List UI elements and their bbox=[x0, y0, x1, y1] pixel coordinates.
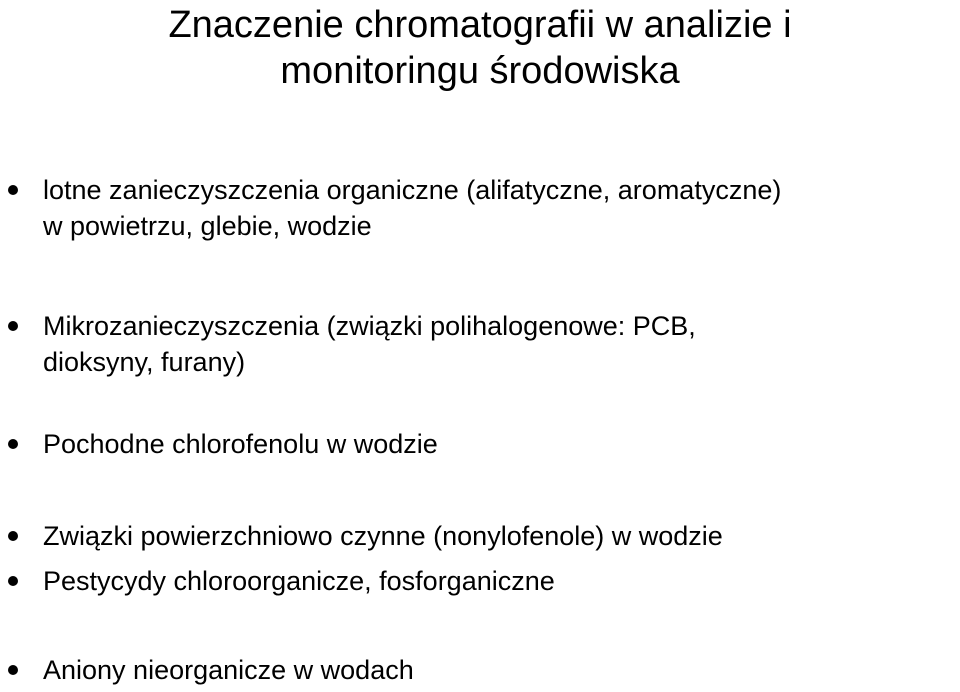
slide-title bbox=[0, 0, 960, 94]
bullet-dot-icon bbox=[8, 321, 18, 331]
bullet-text-line: Pochodne chlorofenolu w wodzie bbox=[43, 429, 438, 459]
bullet-text-line: Pestycydy chloroorganicze, fosforganiczne bbox=[43, 566, 555, 596]
bullet-dot-icon bbox=[8, 185, 18, 195]
bullet-text-line: lotne zanieczyszczenia organiczne (alifatyczne, aromatyczne) bbox=[43, 175, 782, 205]
bullet-text-line: Mikrozanieczyszczenia (związki polihalogenowe: PCB, bbox=[43, 311, 696, 341]
bullet-item-micropollutants bbox=[8, 308, 948, 380]
title-line-2: monitoringu środowiska bbox=[280, 50, 680, 92]
bullet-item-volatile-organics bbox=[8, 172, 948, 244]
bullet-dot-icon bbox=[8, 439, 18, 449]
bullet-text-line: dioksyny, furany) bbox=[43, 347, 246, 377]
bullet-item-surfactants bbox=[8, 518, 948, 554]
bullet-dot-icon bbox=[8, 531, 18, 541]
bullet-item-chlorophenol bbox=[8, 426, 948, 462]
bullet-text-line: Związki powierzchniowo czynne (nonylofenole) w wodzie bbox=[43, 521, 723, 551]
bullet-dot-icon bbox=[8, 576, 18, 586]
bullet-text-line: w powietrzu, glebie, wodzie bbox=[43, 211, 372, 241]
bullet-text-line: Aniony nieorganicze w wodach bbox=[43, 655, 414, 685]
bullet-dot-icon bbox=[8, 665, 18, 675]
bullet-item-pesticides bbox=[8, 563, 948, 599]
title-line-1: Znaczenie chromatografii w analizie i bbox=[168, 4, 792, 46]
bullet-item-anions bbox=[8, 652, 948, 688]
